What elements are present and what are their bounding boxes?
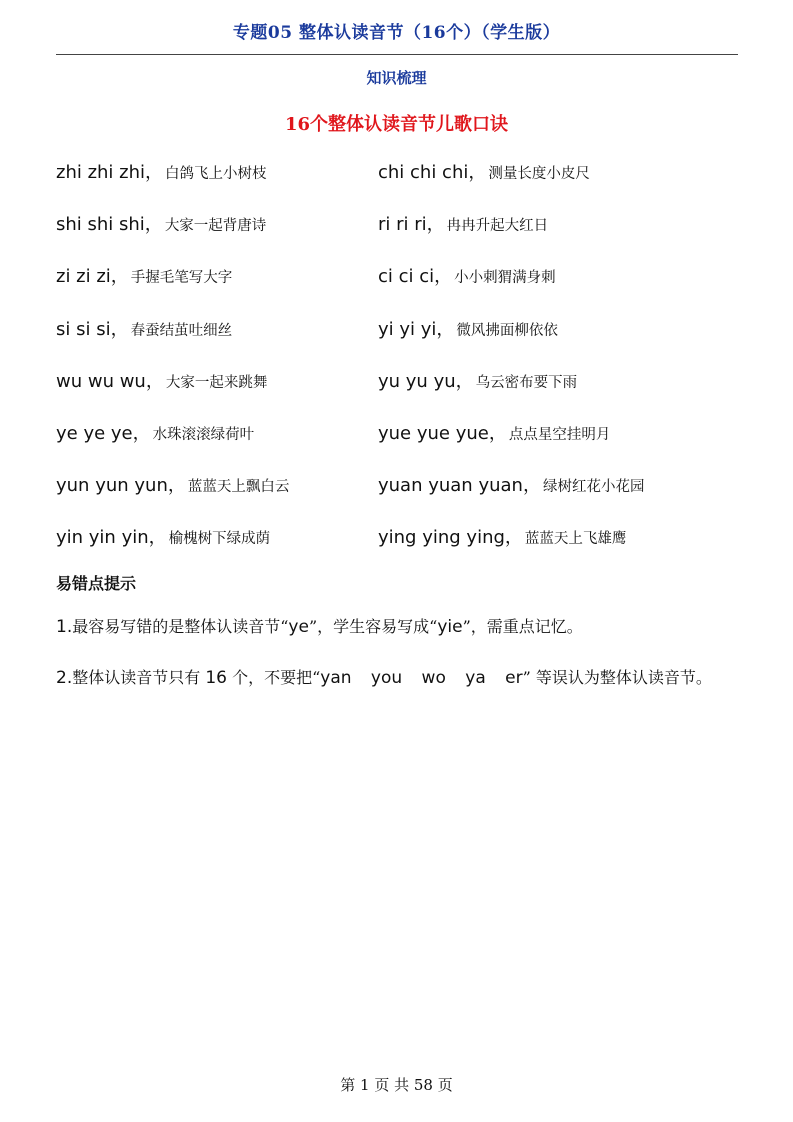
rhyme-pinyin: ying ying ying， xyxy=(378,527,523,549)
rhyme-pinyin: shi shi shi， xyxy=(56,214,163,236)
rhyme-phrase: 大家一起背唐诗 xyxy=(164,218,267,235)
rhyme-phrase: 微风拂面柳依依 xyxy=(456,322,558,339)
rhyme-item xyxy=(56,367,378,393)
rhyme-pinyin: yun yun yun， xyxy=(56,475,186,497)
header-divider xyxy=(56,54,738,55)
rhyme-row xyxy=(56,367,746,419)
rhyme-pinyin: yi yi yi， xyxy=(378,318,455,340)
tips-heading: 易错点提示 xyxy=(56,574,137,593)
tip-number: 2. xyxy=(56,668,73,688)
rhyme-item xyxy=(56,210,378,236)
page-footer: 第 1 页 共 58 页 xyxy=(340,1076,453,1094)
rhyme-phrase: 白鸽飞上小树枝 xyxy=(165,166,267,182)
rhyme-phrase: 春蚕结茧吐细丝 xyxy=(130,322,233,339)
rhyme-phrase: 水珠滚滚绿荷叶 xyxy=(152,426,255,443)
rhyme-row xyxy=(56,262,746,314)
rhyme-phrase: 榆槐树下绿成荫 xyxy=(168,531,271,548)
tip-number: 1. xyxy=(56,617,73,637)
rhyme-list xyxy=(56,158,746,576)
rhyme-row xyxy=(56,315,746,367)
rhyme-pinyin: wu wu wu， xyxy=(56,370,164,392)
rhyme-phrase: 手握毛笔写大字 xyxy=(130,270,233,287)
rhyme-phrase: 点点星空挂明月 xyxy=(508,426,611,443)
rhyme-item xyxy=(56,158,378,184)
tip-text: 最容易写错的是整体认读音节“ xyxy=(72,617,289,636)
rhyme-phrase: 测量长度小皮尺 xyxy=(488,166,590,182)
rhyme-item xyxy=(378,315,746,341)
rhyme-pinyin: yue yue yue， xyxy=(378,422,507,444)
tip-count: 16 xyxy=(205,668,227,688)
rhyme-pinyin: zhi zhi zhi， xyxy=(56,162,164,183)
rhyme-pinyin: si si si， xyxy=(56,318,129,340)
section-title: 知识梳理 xyxy=(366,69,427,87)
rhyme-row xyxy=(56,210,746,262)
rhyme-row xyxy=(56,419,746,471)
rhyme-row xyxy=(56,471,746,523)
rhyme-pinyin: yu yu yu， xyxy=(378,370,474,392)
rhyme-item xyxy=(56,471,378,497)
rhyme-row xyxy=(56,158,746,210)
rhyme-pinyin: ci ci ci， xyxy=(378,266,453,288)
rhyme-item xyxy=(378,419,746,445)
rhyme-phrase: 小小刺猬满身刺 xyxy=(454,270,556,287)
rhyme-phrase: 大家一起来跳舞 xyxy=(165,374,268,391)
tip-text: ”，学生容易写成“ xyxy=(308,617,438,636)
rhyme-pinyin: ye ye ye， xyxy=(56,422,151,444)
rhyme-phrase: 绿树红花小花园 xyxy=(542,479,645,496)
rhyme-phrase: 蓝蓝天上飘白云 xyxy=(187,479,290,496)
rhyme-item xyxy=(56,262,378,288)
rhyme-pinyin: zi zi zi， xyxy=(56,266,129,288)
rhyme-item xyxy=(378,523,746,549)
rhyme-item xyxy=(378,158,746,184)
document-header-title: 专题05 整体认读音节（16个）（学生版） xyxy=(232,23,561,43)
rhyme-item xyxy=(378,262,746,288)
tip-text: ” 等误认为整体认读音节。 xyxy=(522,668,712,687)
rhyme-phrase: 冉冉升起大红日 xyxy=(446,218,549,235)
tip-text: 个，不要把“ xyxy=(232,668,321,687)
rhyme-item xyxy=(56,315,378,341)
rhyme-pinyin: ri ri ri， xyxy=(378,214,445,236)
rhyme-pinyin: yuan yuan yuan， xyxy=(378,475,541,497)
tip-item xyxy=(56,656,738,700)
tip-syllable-list: yan you wo ya er xyxy=(320,668,523,688)
rhyme-item xyxy=(56,419,378,445)
rhyme-pinyin: chi chi chi， xyxy=(378,162,487,183)
rhyme-item xyxy=(378,471,746,497)
rhyme-item xyxy=(378,367,746,393)
tip-syllable: ye xyxy=(288,617,309,637)
rhyme-title: 16个整体认读音节儿歌口诀 xyxy=(284,114,509,135)
rhyme-pinyin: yin yin yin， xyxy=(56,527,167,549)
tip-text: ”，需重点记忆。 xyxy=(462,617,583,636)
rhyme-row xyxy=(56,523,746,575)
tip-syllable: yie xyxy=(437,617,463,637)
rhyme-item xyxy=(378,210,746,236)
tip-item xyxy=(56,605,738,649)
rhyme-item xyxy=(56,523,378,549)
tip-text: 整体认读音节只有 xyxy=(72,668,201,687)
rhyme-phrase: 蓝蓝天上飞雄鹰 xyxy=(524,531,627,548)
rhyme-phrase: 乌云密布要下雨 xyxy=(475,374,578,391)
